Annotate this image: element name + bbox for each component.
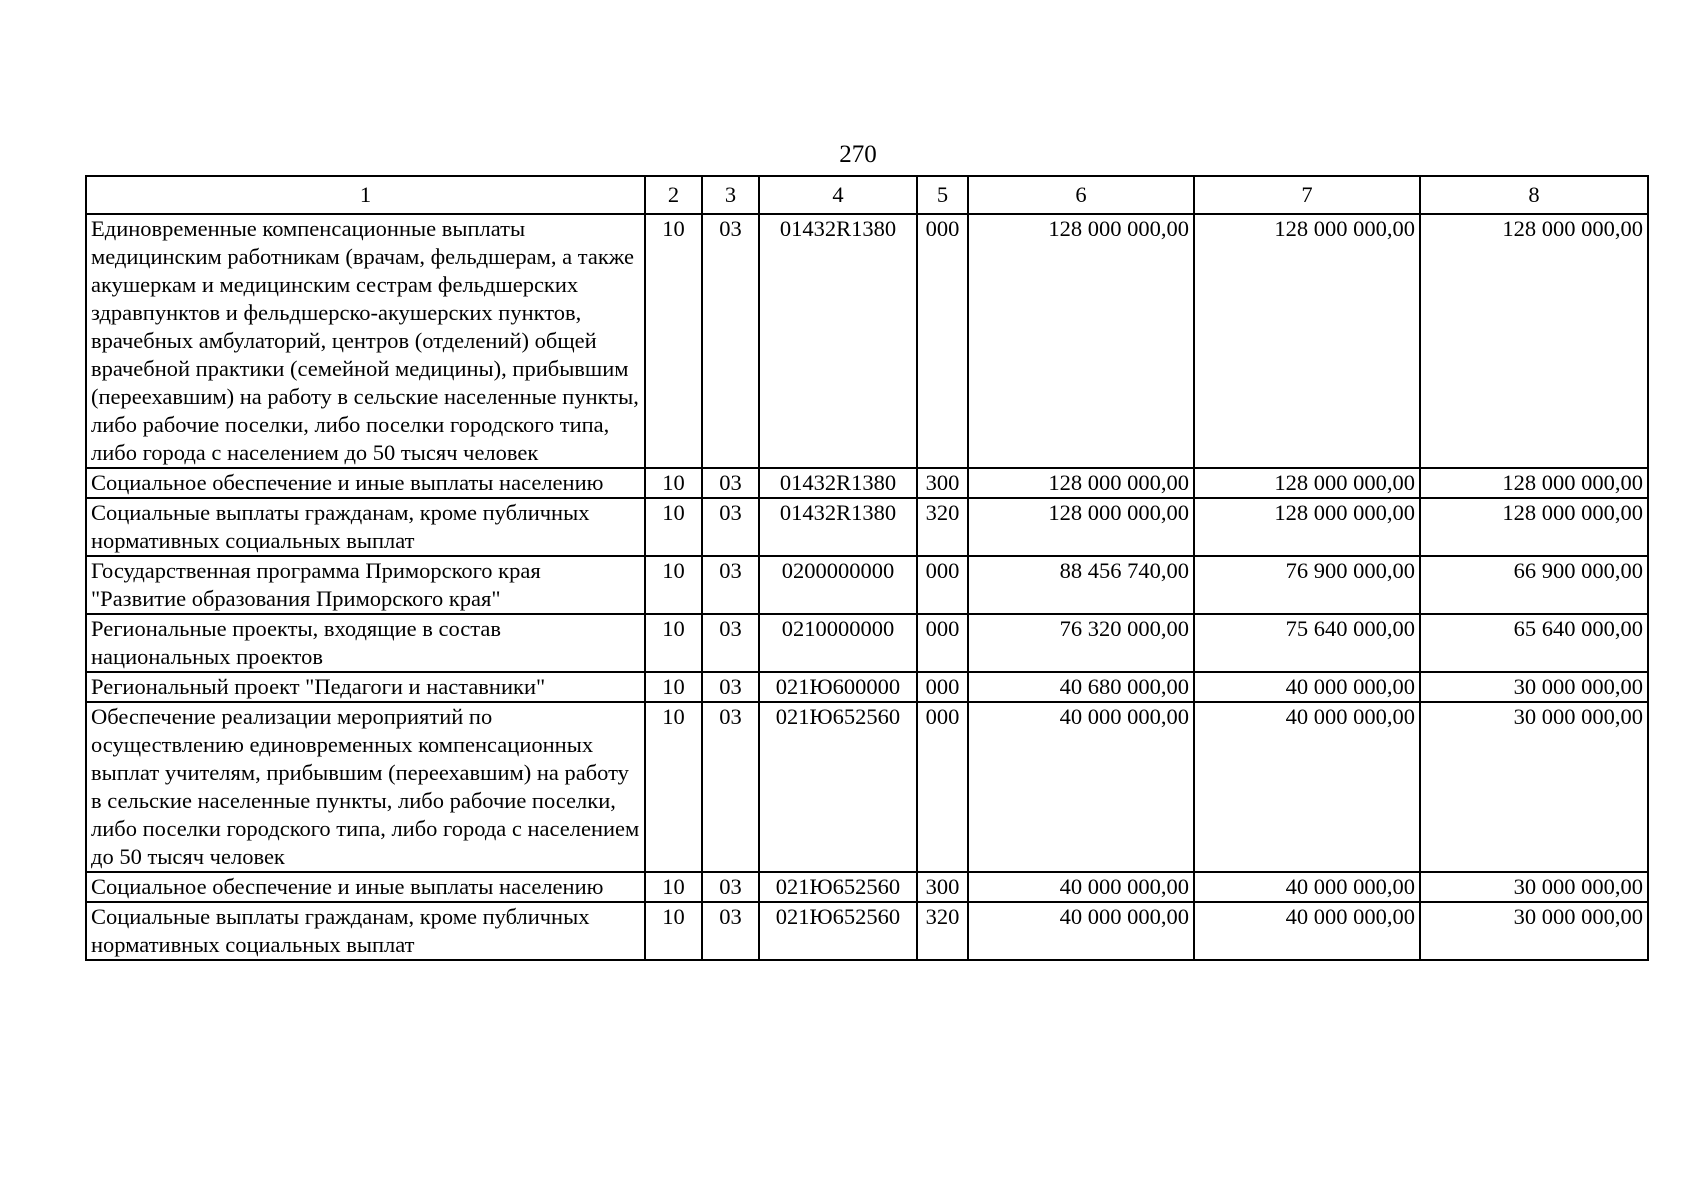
section-code: 10 (645, 498, 702, 556)
amount-col-8: 128 000 000,00 (1420, 498, 1648, 556)
expense-type-code: 300 (917, 468, 968, 498)
amount-col-7: 75 640 000,00 (1194, 614, 1420, 672)
amount-col-8: 30 000 000,00 (1420, 702, 1648, 872)
amount-col-8: 128 000 000,00 (1420, 468, 1648, 498)
item-name: Государственная программа Приморского края "Развитие образования Приморского края" (86, 556, 645, 614)
amount-col-6: 128 000 000,00 (968, 498, 1194, 556)
column-header-1: 1 (86, 176, 645, 214)
expense-type-code: 000 (917, 556, 968, 614)
amount-col-8: 65 640 000,00 (1420, 614, 1648, 672)
table-row (86, 556, 1648, 614)
table-row (86, 672, 1648, 702)
table-row (86, 498, 1648, 556)
item-name: Единовременные компенсационные выплаты медицинским работникам (врачам, фельдшерам, а также акушеркам и медицинским сестрам фельдшерских здравпунктов и фельдшерско-акушерских пунктов, врачебных амбулаторий, центров (отделений) общей врачебной практики (семейной медицины), прибывшим (переехавшим) на работу в сельские населенные пункты, либо рабочие поселки, либо поселки городского типа, либо города с населением до 50 тысяч человек (86, 214, 645, 468)
subsection-code: 03 (702, 872, 759, 902)
amount-col-6: 128 000 000,00 (968, 214, 1194, 468)
amount-col-8: 66 900 000,00 (1420, 556, 1648, 614)
amount-col-8: 128 000 000,00 (1420, 214, 1648, 468)
amount-col-7: 128 000 000,00 (1194, 498, 1420, 556)
subsection-code: 03 (702, 498, 759, 556)
subsection-code: 03 (702, 902, 759, 960)
section-code: 10 (645, 468, 702, 498)
target-article-code: 01432R1380 (759, 468, 917, 498)
expense-type-code: 320 (917, 902, 968, 960)
target-article-code: 0200000000 (759, 556, 917, 614)
target-article-code: 021Ю652560 (759, 902, 917, 960)
target-article-code: 0210000000 (759, 614, 917, 672)
section-code: 10 (645, 872, 702, 902)
expense-type-code: 300 (917, 872, 968, 902)
column-header-7: 7 (1194, 176, 1420, 214)
amount-col-6: 128 000 000,00 (968, 468, 1194, 498)
expense-type-code: 320 (917, 498, 968, 556)
subsection-code: 03 (702, 468, 759, 498)
subsection-code: 03 (702, 702, 759, 872)
column-header-4: 4 (759, 176, 917, 214)
amount-col-7: 40 000 000,00 (1194, 872, 1420, 902)
item-name: Обеспечение реализации мероприятий по осуществлению единовременных компенсационных выплат учителям, прибывшим (переехавшим) на работу в сельские населенные пункты, либо рабочие поселки, либо поселки городского типа, либо города с населением до 50 тысяч человек (86, 702, 645, 872)
amount-col-6: 88 456 740,00 (968, 556, 1194, 614)
target-article-code: 01432R1380 (759, 498, 917, 556)
target-article-code: 021Ю600000 (759, 672, 917, 702)
page-number: 270 (839, 141, 877, 168)
section-code: 10 (645, 614, 702, 672)
expense-type-code: 000 (917, 672, 968, 702)
amount-col-8: 30 000 000,00 (1420, 902, 1648, 960)
expense-type-code: 000 (917, 614, 968, 672)
section-code: 10 (645, 672, 702, 702)
expense-type-code: 000 (917, 702, 968, 872)
expense-type-code: 000 (917, 214, 968, 468)
amount-col-7: 40 000 000,00 (1194, 672, 1420, 702)
amount-col-8: 30 000 000,00 (1420, 672, 1648, 702)
amount-col-7: 76 900 000,00 (1194, 556, 1420, 614)
budget-table (85, 175, 1649, 961)
amount-col-7: 40 000 000,00 (1194, 702, 1420, 872)
amount-col-6: 40 000 000,00 (968, 872, 1194, 902)
target-article-code: 021Ю652560 (759, 702, 917, 872)
amount-col-6: 40 000 000,00 (968, 702, 1194, 872)
item-name: Социальные выплаты гражданам, кроме публичных нормативных социальных выплат (86, 902, 645, 960)
subsection-code: 03 (702, 556, 759, 614)
target-article-code: 01432R1380 (759, 214, 917, 468)
table-row (86, 872, 1648, 902)
item-name: Социальные выплаты гражданам, кроме публичных нормативных социальных выплат (86, 498, 645, 556)
column-header-8: 8 (1420, 176, 1648, 214)
item-name: Региональные проекты, входящие в состав национальных проектов (86, 614, 645, 672)
amount-col-7: 128 000 000,00 (1194, 214, 1420, 468)
table-row (86, 902, 1648, 960)
subsection-code: 03 (702, 614, 759, 672)
section-code: 10 (645, 556, 702, 614)
section-code: 10 (645, 702, 702, 872)
item-name: Региональный проект "Педагоги и наставники" (86, 672, 645, 702)
table-row (86, 702, 1648, 872)
table-row (86, 214, 1648, 468)
item-name: Социальное обеспечение и иные выплаты населению (86, 872, 645, 902)
section-code: 10 (645, 214, 702, 468)
amount-col-6: 40 000 000,00 (968, 902, 1194, 960)
subsection-code: 03 (702, 672, 759, 702)
table-row (86, 468, 1648, 498)
amount-col-6: 76 320 000,00 (968, 614, 1194, 672)
amount-col-8: 30 000 000,00 (1420, 872, 1648, 902)
amount-col-7: 40 000 000,00 (1194, 902, 1420, 960)
header-row (86, 176, 1648, 214)
column-header-6: 6 (968, 176, 1194, 214)
amount-col-6: 40 680 000,00 (968, 672, 1194, 702)
column-header-2: 2 (645, 176, 702, 214)
amount-col-7: 128 000 000,00 (1194, 468, 1420, 498)
table-row (86, 614, 1648, 672)
column-header-5: 5 (917, 176, 968, 214)
column-header-3: 3 (702, 176, 759, 214)
target-article-code: 021Ю652560 (759, 872, 917, 902)
section-code: 10 (645, 902, 702, 960)
item-name: Социальное обеспечение и иные выплаты населению (86, 468, 645, 498)
subsection-code: 03 (702, 214, 759, 468)
